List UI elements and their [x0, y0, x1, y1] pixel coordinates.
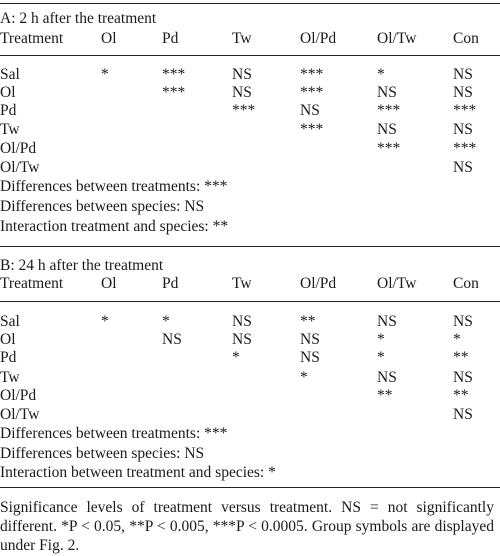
table-row-label: Ol/Pd	[0, 140, 37, 157]
section-b-caption: : 24 h after the treatment	[10, 257, 164, 274]
table-cell: NS	[300, 102, 320, 119]
table-cell: NS	[300, 349, 320, 366]
table-cell: *	[101, 313, 109, 330]
table-row-label: Tw	[0, 121, 20, 138]
section-b-letter: B	[0, 257, 11, 274]
section-b-header-rule	[0, 301, 500, 302]
bottom-rule	[0, 487, 500, 488]
header-treatment: Treatment	[0, 30, 64, 47]
table-row-label: Pd	[0, 349, 17, 366]
stat-line: Interaction between treatment and species: *	[0, 464, 276, 481]
table-cell: NS	[377, 84, 397, 101]
table-cell: ***	[300, 84, 324, 101]
table-cell: ***	[300, 121, 324, 138]
table-cell: NS	[453, 313, 473, 330]
section-a-letter: A	[0, 10, 12, 27]
table-cell: **	[453, 349, 469, 366]
table-cell: NS	[453, 406, 473, 423]
table-cell: NS	[232, 331, 252, 348]
table-cell: **	[453, 387, 469, 404]
header-tw: Tw	[232, 275, 252, 292]
table-cell: NS	[162, 331, 182, 348]
table-cell: NS	[300, 331, 320, 348]
table-cell: *	[377, 331, 385, 348]
header-tw: Tw	[232, 30, 252, 47]
table-cell: **	[300, 313, 316, 330]
table-cell: ***	[453, 140, 477, 157]
section-a-header-rule	[0, 55, 500, 56]
stat-line: Interaction treatment and species: **	[0, 218, 229, 235]
table-row-label: Tw	[0, 369, 20, 386]
table-row-label: Pd	[0, 102, 17, 119]
header-treatment: Treatment	[0, 275, 64, 292]
table-cell: ***	[300, 66, 324, 83]
table-cell: ***	[453, 102, 477, 119]
header-ol: Ol	[101, 30, 117, 47]
header-con: Con	[453, 275, 479, 292]
table-row-label: Ol	[0, 331, 16, 348]
table-cell: NS	[453, 66, 473, 83]
stat-line: Differences between species: NS	[0, 198, 205, 215]
table-cell: *	[232, 349, 240, 366]
table-cell: NS	[232, 84, 252, 101]
section-a-title	[0, 10, 156, 28]
header-ol: Ol	[101, 275, 117, 292]
top-rule	[0, 3, 500, 4]
header-ol-pd: Ol/Pd	[300, 275, 337, 292]
table-cell: NS	[377, 313, 397, 330]
table-cell: NS	[232, 313, 252, 330]
table-cell: NS	[377, 121, 397, 138]
table-cell: ***	[377, 102, 401, 119]
table-row-label: Sal	[0, 66, 20, 83]
table-cell: *	[101, 66, 109, 83]
table-cell: NS	[453, 84, 473, 101]
table-cell: **	[377, 387, 393, 404]
table-cell: *	[377, 349, 385, 366]
table-cell: NS	[232, 66, 252, 83]
table-cell: ***	[232, 102, 256, 119]
table-row-label: Ol/Pd	[0, 387, 37, 404]
header-ol-tw: Ol/Tw	[377, 275, 417, 292]
table-row-label: Ol/Tw	[0, 159, 40, 176]
table-row-label: Ol	[0, 84, 16, 101]
stat-line: Differences between species: NS	[0, 445, 205, 462]
table-cell: *	[300, 369, 308, 386]
header-pd: Pd	[162, 30, 179, 47]
table-cell: ***	[377, 140, 401, 157]
table-cell: ***	[162, 66, 186, 83]
header-con: Con	[453, 30, 479, 47]
table-cell: NS	[377, 369, 397, 386]
table-cell: *	[377, 66, 385, 83]
table-cell: NS	[453, 369, 473, 386]
table-cell: ***	[162, 84, 186, 101]
table-cell: *	[453, 331, 461, 348]
section-b-title	[0, 257, 163, 275]
header-ol-tw: Ol/Tw	[377, 30, 417, 47]
header-pd: Pd	[162, 275, 179, 292]
table-cell: *	[162, 313, 170, 330]
table-row-label: Sal	[0, 313, 20, 330]
table-cell: NS	[453, 121, 473, 138]
table-cell: NS	[453, 159, 473, 176]
stat-line: Differences between treatments: ***	[0, 425, 228, 442]
table-footnote: Significance levels of treatment versus treatment. NS = not significantly different. *P < 0.05, **P < 0.005, ***P < 0.0005. Group symbols are displayed under Fig. 2.	[0, 499, 494, 554]
stat-line: Differences between treatments: ***	[0, 178, 228, 195]
section-divider-rule	[0, 246, 500, 247]
table-row-label: Ol/Tw	[0, 406, 40, 423]
header-ol-pd: Ol/Pd	[300, 30, 337, 47]
section-a-caption: : 2 h after the treatment	[11, 10, 157, 27]
